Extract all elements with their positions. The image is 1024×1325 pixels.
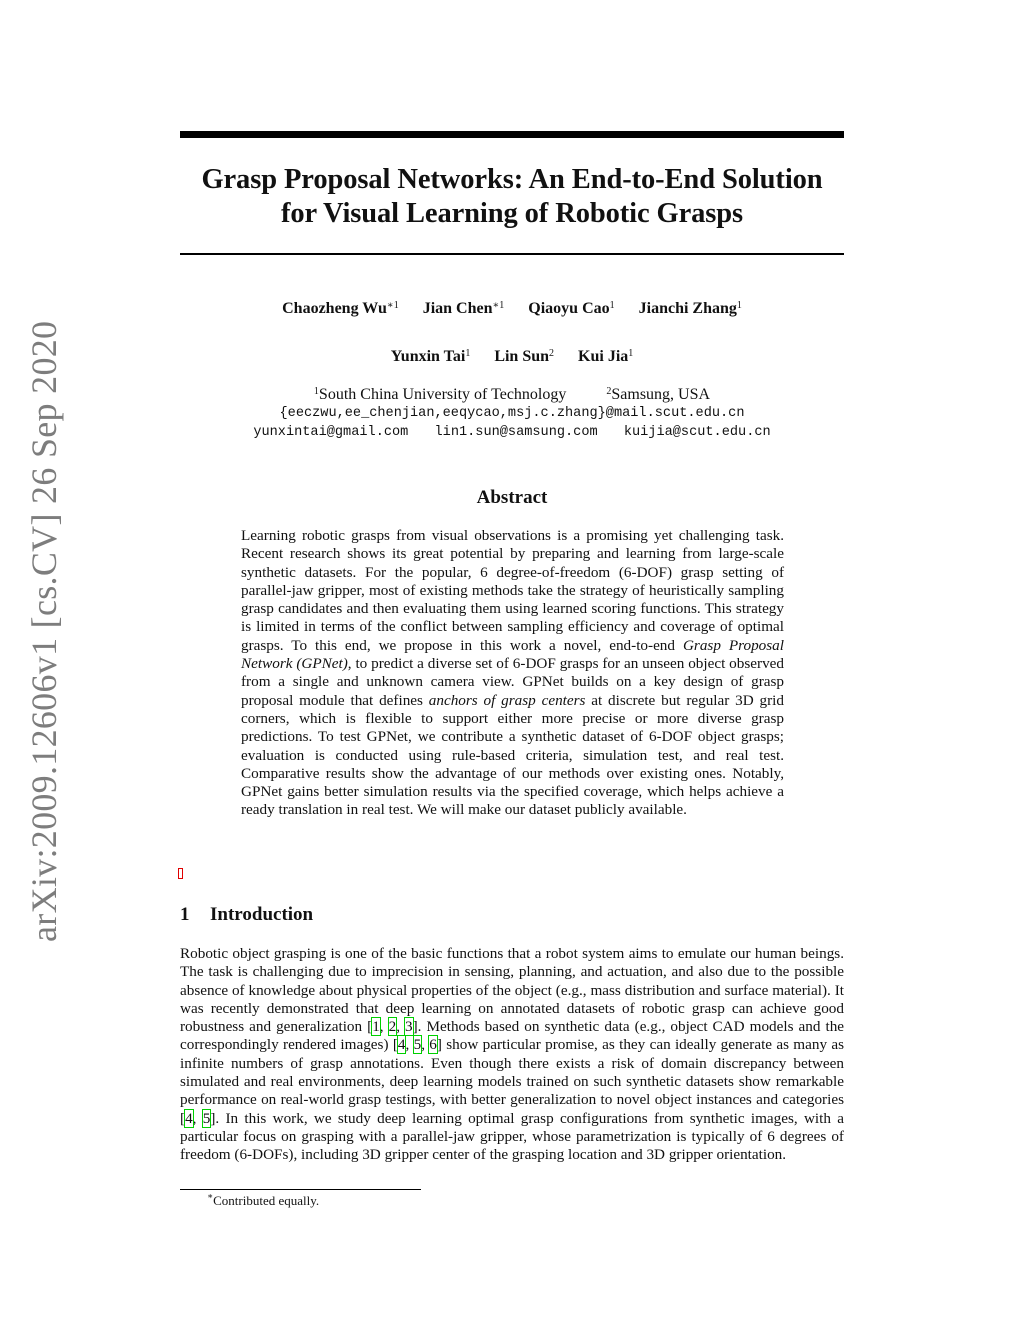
title-line-2: for Visual Learning of Robotic Grasps xyxy=(280,198,744,229)
citation-link[interactable]: 4 xyxy=(185,1109,193,1127)
citation-link[interactable]: 2 xyxy=(388,1018,397,1036)
author: Lin Sun$^2$ xyxy=(494,348,555,365)
email-line-1: {eeczwu,ee_chenjian,eeqycao,msj.c.zhang}@mail.scut.edu.cn xyxy=(279,406,745,421)
section-heading-introduction xyxy=(180,904,313,926)
author: Qiaoyu Cao$^1$ xyxy=(528,300,615,317)
affiliation: $^2$Samsung, USA xyxy=(606,386,711,403)
title-top-rule xyxy=(180,131,844,138)
section-number: 1 xyxy=(180,904,190,925)
author: Kui Jia$^1$ xyxy=(578,348,634,365)
arxiv-sidebar-id: arXiv:2009.12606v1 [cs.CV] 26 Sep 2020 xyxy=(24,320,64,942)
email: lin1.sun@samsung.com xyxy=(434,425,598,440)
footnote: ∗Contributed equally. xyxy=(207,1191,320,1208)
introduction-body: Robotic object grasping is one of the basic functions that a robot system aims to emulate our human beings. The task is challenging due to imprecision in sensing, planning, and actuation, and also due to the possible absence of knowledge about physical properties of the object (e.g., mass distribution and surface material). It was recently demonstrated that deep learning on annotated datasets of robotic grasp can achieve good robustness and generalization [1, 2, 3]. Methods based on synthetic data (e.g., object CAD models and the correspondingly rendered images) [4, 5, 6] show particular promise, as they can ideally generate as many as infinite numbers of grasp annotations. Even though there exists a risk of domain discrepancy between simulated and real environments, deep learning models trained on such synthetic datasets show remarkable performance on real-world grasp testings, with better generalization to novel object instances and categories [4, 5]. In this work, we study deep learning optimal grasp configurations from synthetic images, with a particular focus on grasping with a parallel-jaw gripper, whose parametrization is typically of 6 degrees of freedom (6-DOFs), including 3D gripper center of the grasping location and 3D gripper orientation. xyxy=(180,945,845,1164)
citation-link[interactable]: 5 xyxy=(202,1109,211,1127)
title-line-1: Grasp Proposal Networks: An End-to-End Solution xyxy=(201,164,823,195)
link-marker xyxy=(178,868,183,879)
author: Chaozheng $Wu^{∗1}$ xyxy=(282,300,399,317)
abstract-body: Learning robotic grasps from visual observations is a promising yet challenging task. Recent research shows its great potential by preparing and learning from large-scale synthetic datasets. For the popular, 6 degree-of-freedom (6-DOF) grasp setting of parallel-jaw gripper, most of existing methods take the strategy of heuristically sampling grasp candidates and then evaluating them using learned scoring functions. This strategy is limited in terms of the conflict between sampling efficiency and coverage of optimal grasps. To this end, we propose in this work a novel, end-to-end Grasp Proposal Network (GPNet), to predict a diverse set of 6-DOF grasps for an unseen object observed from a single and unknown camera view. GPNet builds on a key design of grasp proposal module that defines anchors of grasp centers at discrete but regular 3D grid corners, which is flexible to support either more precise or more diverse grasp predictions. To test GPNet, we contribute a synthetic dataset of 6-DOF object grasps; evaluation is conducted using rule-based criteria, simulation test, and real test. Comparative results show the advantage of our methods over existing ones. Notably, GPNet gains better simulation results via the specified coverage, which helps achieve a ready translation in real test. We will make our dataset publicly available. xyxy=(241,527,785,819)
author: Yunxin Tai$^1$ xyxy=(390,348,471,365)
citation-link[interactable]: 4 xyxy=(397,1036,406,1054)
section-title: Introduction xyxy=(210,904,314,925)
email-line-2 xyxy=(180,423,844,443)
authors-row-2 xyxy=(180,347,844,367)
email: kuijia@scut.edu.cn xyxy=(623,425,771,440)
footnote-rule xyxy=(180,1189,421,1190)
email: yunxintai@gmail.com xyxy=(253,425,409,440)
abstract-heading: Abstract xyxy=(476,487,548,508)
author: Jianchi Zhang$^1$ xyxy=(638,300,742,317)
authors-row-1 xyxy=(180,299,844,319)
title-bottom-rule xyxy=(180,253,844,255)
citation-link[interactable]: 3 xyxy=(405,1018,413,1036)
affiliations xyxy=(180,385,844,405)
affiliation: $^1$South China University of Technology xyxy=(313,386,567,403)
citation-link[interactable]: 6 xyxy=(429,1036,437,1054)
author: Jian Chen$^{∗1}$ xyxy=(422,300,505,317)
paper-title xyxy=(180,163,844,231)
citation-link[interactable]: 5 xyxy=(413,1036,422,1054)
citation-link[interactable]: 1 xyxy=(372,1018,380,1036)
